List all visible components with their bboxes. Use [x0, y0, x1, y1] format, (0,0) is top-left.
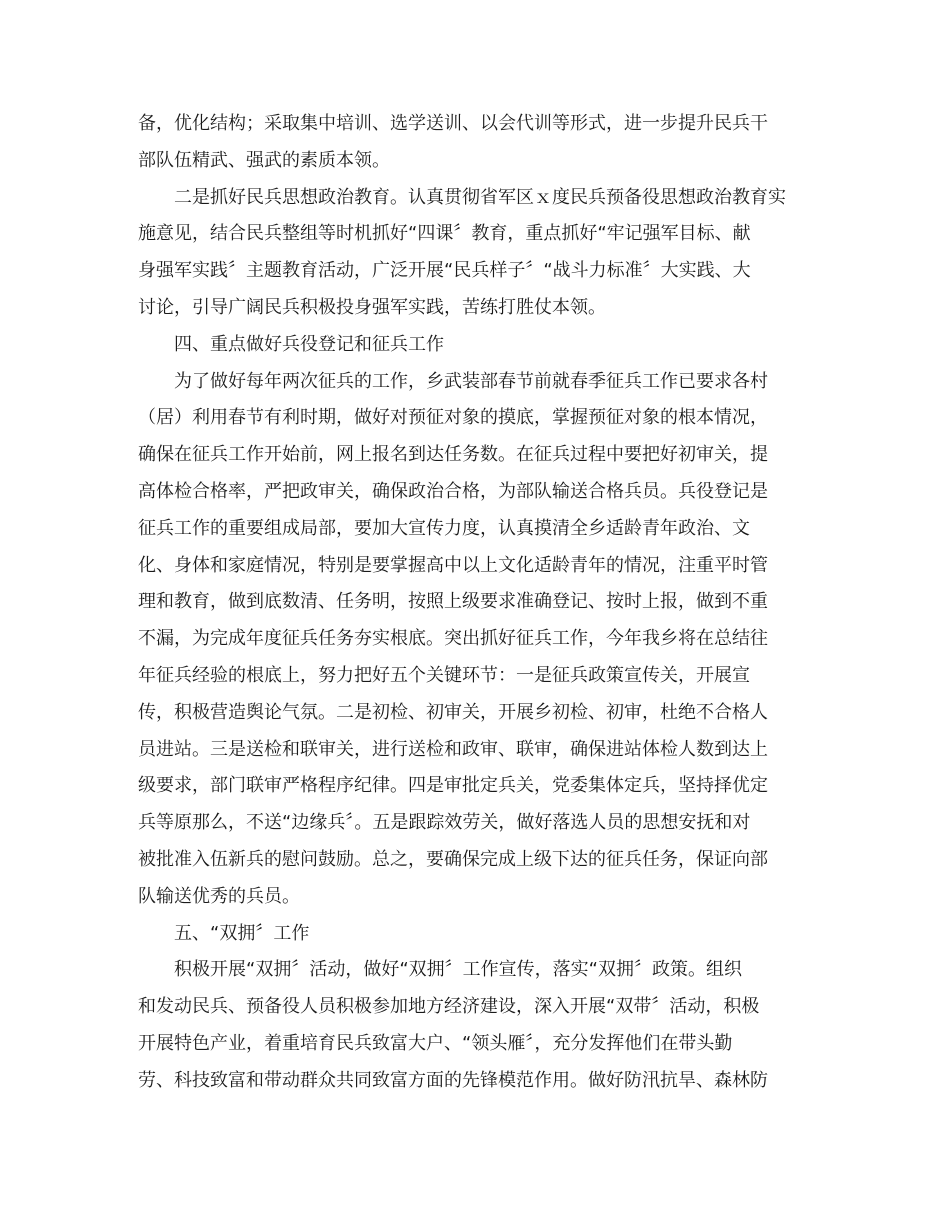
text-line: 劳、科技致富和带动群众共同致富方面的先锋模范作用。做好防汛抗旱、森林防 [138, 1069, 768, 1091]
text-line: 和发动民兵、预备役人员积极参加地方经济建设，深入开展“双带〞活动，积极 [138, 996, 760, 1018]
text-line: 被批准入伍新兵的慰问鼓励。总之，要确保完成上级下达的征兵任务，保证向部 [138, 848, 768, 870]
text-line: 征兵工作的重要组成局部，要加大宣传力度，认真摸清全乡适龄青年政治、文 [138, 517, 750, 539]
text-line: 传，积极营造舆论气氛。二是初检、初审关，开展乡初检、初审，杜绝不合格人 [138, 701, 768, 723]
document-body [138, 106, 818, 1100]
text-line: 兵等原那么，不送“边缘兵〞。五是跟踪效劳关，做好落选人员的思想安抚和对 [138, 812, 751, 834]
text-line: 讨论，引导广阔民兵积极投身强军实践，苦练打胜仗本领。 [138, 296, 606, 318]
text-line: 不漏，为完成年度征兵任务夯实根底。突出抓好征兵工作，今年我乡将在总结往 [138, 628, 768, 650]
paragraph-start-line: 为了做好每年两次征兵的工作，乡武装部春节前就春季征兵工作已要求各村 [174, 370, 768, 392]
text-line: 年征兵经验的根底上，努力把好五个关键环节：一是征兵政策宣传关，开展宣 [138, 664, 750, 686]
text-line: 员进站。三是送检和联审关，进行送检和政审、联审，确保进站体检人数到达上 [138, 738, 768, 760]
text-line: 施意见，结合民兵整组等时机抓好“四课〞教育，重点抓好“牢记强军目标、献 [138, 223, 751, 245]
text-line: 高体检合格率，严把政审关，确保政治合格，为部队输送合格兵员。兵役登记是 [138, 480, 768, 502]
text-line: 身强军实践〞主题教育活动，广泛开展“民兵样子〞“战斗力标准〞大实践、大 [138, 260, 751, 282]
text-line: 理和教育，做到底数清、任务明，按照上级要求准确登记、按时上报，做到不重 [138, 591, 768, 613]
text-line: 队输送优秀的兵员。 [138, 885, 300, 907]
text-line: 级要求，部门联审严格程序纪律。四是审批定兵关，党委集体定兵，坚持择优定 [138, 775, 768, 797]
section-heading: 五、“双拥〞工作 [174, 922, 310, 944]
text-line: 化、身体和家庭情况，特别是要掌握高中以上文化适龄青年的情况，注重平时管 [138, 554, 768, 576]
text-line: 部队伍精武、强武的素质本领。 [138, 149, 390, 171]
text-line: （居）利用春节有利时期，做好对预征对象的摸底，掌握预征对象的根本情况， [138, 407, 768, 429]
paragraph-start-line: 二是抓好民兵思想政治教育。认真贯彻省军区ｘ度民兵预备役思想政治教育实 [174, 186, 786, 208]
text-line: 确保在征兵工作开始前，网上报名到达任务数。在征兵过程中要把好初审关，提 [138, 444, 768, 466]
text-line: 开展特色产业，着重培育民兵致富大户、“领头雁〞，充分发挥他们在带头勤 [138, 1032, 733, 1054]
paragraph-start-line: 积极开展“双拥〞活动，做好“双拥〞工作宣传，落实“双拥〞政策。组织 [174, 959, 742, 981]
text-line: 备，优化结构；采取集中培训、选学送训、以会代训等形式，进一步提升民兵干 [138, 113, 768, 134]
section-heading: 四、重点做好兵役登记和征兵工作 [174, 333, 444, 355]
